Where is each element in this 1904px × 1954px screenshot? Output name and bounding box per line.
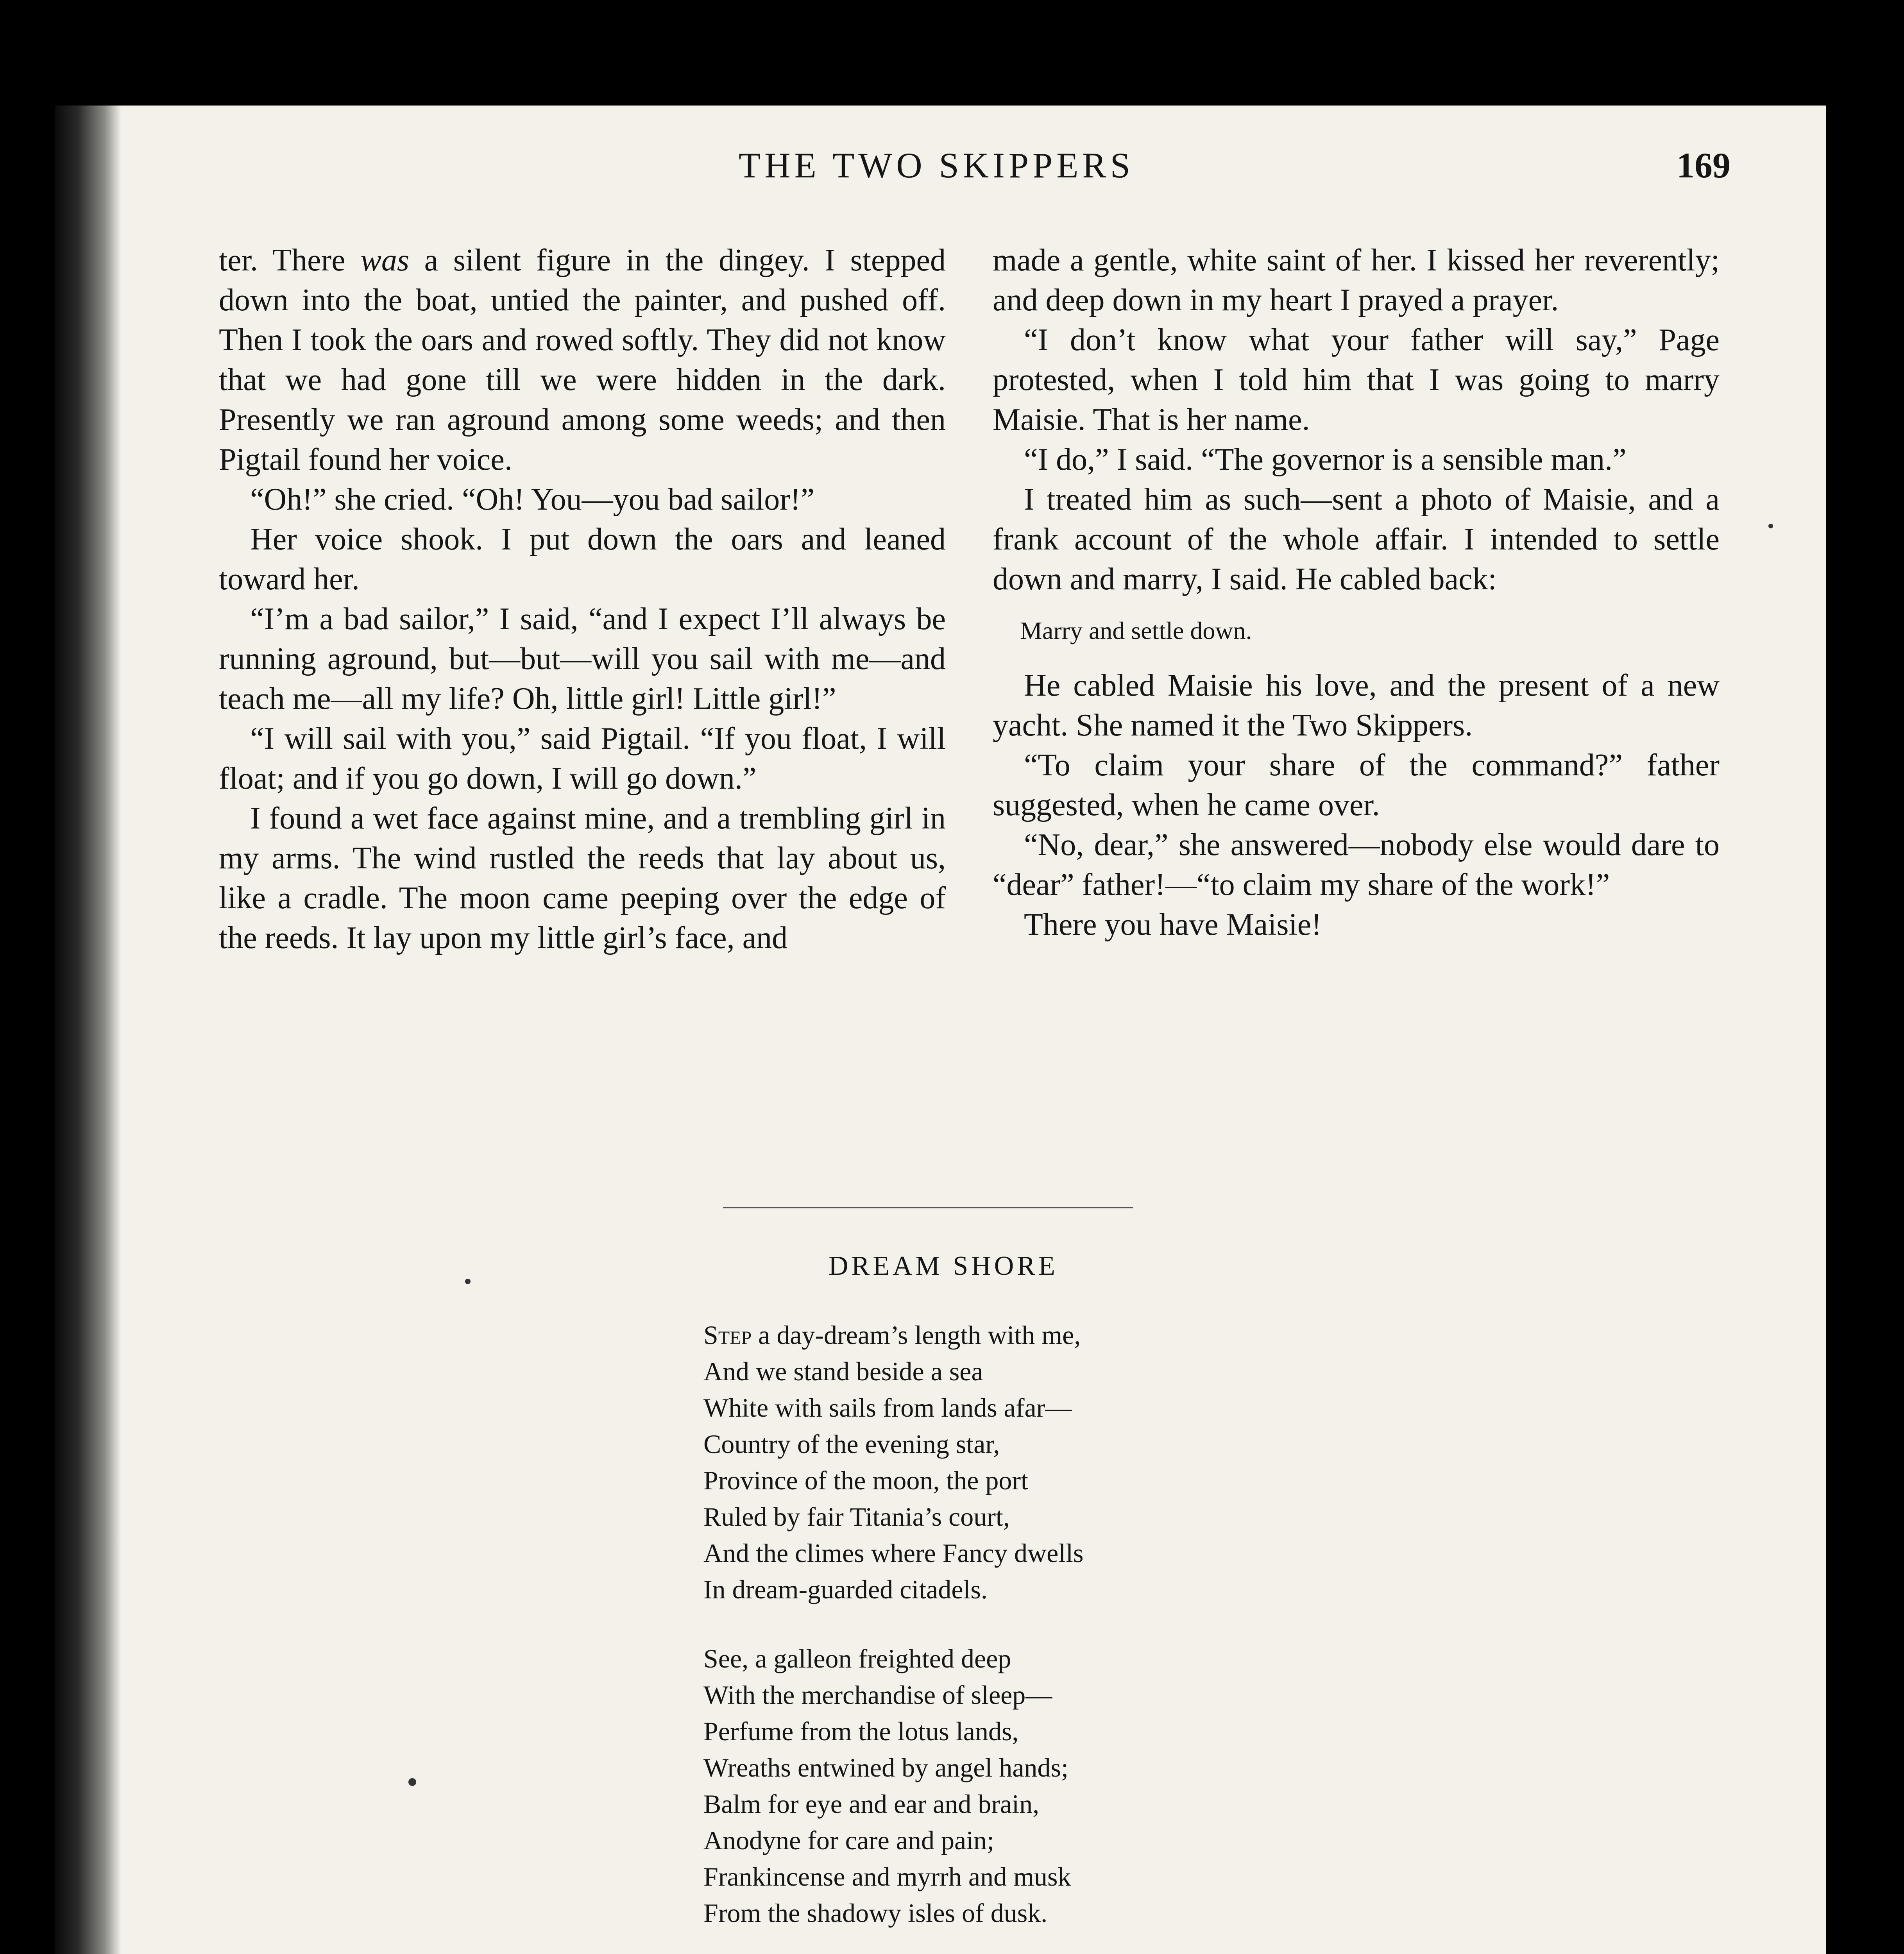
poem-stanza xyxy=(703,1317,1329,1608)
story-paragraph: “Oh!” she cried. “Oh! You—you bad sailor!” xyxy=(250,482,815,517)
story-paragraph: I treated him as such—sent a photo of Maisie, and a frank account of the whole affair. I intended to settle down and marry, I said. He cabled back: xyxy=(993,482,1720,596)
poem-line: In dream-guarded citadels. xyxy=(703,1575,988,1604)
poem-line xyxy=(703,1317,1329,1353)
story-paragraph: Her voice shook. I put down the oars and leaned toward her. xyxy=(219,522,946,596)
story-left-column xyxy=(219,240,946,958)
poem-initial-word: Step xyxy=(703,1320,752,1350)
poem-line: With the merchandise of sleep— xyxy=(703,1680,1052,1710)
poem-body xyxy=(703,1317,1329,1954)
poem-line: Anodyne for care and pain; xyxy=(703,1825,994,1855)
scan-speck xyxy=(465,1279,471,1284)
story-paragraph: I found a wet face against mine, and a trembling girl in my arms. The wind rustled the reeds that lay about us, like a cradle. The moon came peeping over the edge of the reeds. It lay upon my little girl’s face, and xyxy=(219,801,946,955)
scan-speck xyxy=(1768,524,1773,528)
book-spine-shadow xyxy=(55,106,121,1954)
story-paragraph: “To claim your share of the command?” father suggested, when he came over. xyxy=(993,748,1720,822)
poem-line-group xyxy=(703,1353,1329,1608)
story-paragraph: made a gentle, white saint of her. I kissed her reverently; and deep down in my heart I prayed a prayer. xyxy=(993,243,1720,317)
story-right-column xyxy=(993,240,1720,945)
poem-line: Perfume from the lotus lands, xyxy=(703,1716,1019,1746)
poem-line: Balm for eye and ear and brain, xyxy=(703,1789,1040,1819)
story-paragraph: “I’m a bad sailor,” I said, “and I expect I’ll always be running aground, but—but—will you sail with me—and teach me—all my life? Oh, little girl! Little girl!” xyxy=(219,602,946,716)
story-paragraph: ter. There was a silent figure in the dingey. I stepped down into the boat, untied the painter, and pushed off. Then I took the oars and rowed softly. They did not know that we had gone till we were hidden in the dark. Presently we ran aground among some weeds; and then Pigtail found her voice. xyxy=(219,243,946,477)
poem-line: Wreaths entwined by angel hands; xyxy=(703,1753,1068,1782)
poem-line: Frankincense and myrrh and musk xyxy=(703,1862,1071,1891)
cable-message: Marry and settle down. xyxy=(1020,617,1252,644)
poem-line: And we stand beside a sea xyxy=(703,1356,983,1386)
story-paragraph: There you have Maisie! xyxy=(1024,907,1322,942)
running-head: THE TWO SKIPPERS xyxy=(739,145,1134,185)
story-paragraph: “I will sail with you,” said Pigtail. “If you float, I will float; and if you go down, I will go down.” xyxy=(219,721,946,796)
scan-speck xyxy=(408,1778,416,1786)
scanned-page xyxy=(55,106,1826,1954)
page-number: 169 xyxy=(1677,145,1730,185)
poem-line: From the shadowy isles of dusk. xyxy=(703,1898,1048,1928)
poem-line: Province of the moon, the port xyxy=(703,1466,1028,1495)
story-paragraph: “No, dear,” she answered—nobody else would dare to “dear” father!—“to claim my share of the work!” xyxy=(993,828,1720,902)
section-divider xyxy=(723,1207,1133,1208)
poem-line: And the climes where Fancy dwells xyxy=(703,1538,1084,1568)
poem-line-group xyxy=(703,1641,1329,1931)
poem-title: DREAM SHORE xyxy=(829,1251,1058,1281)
poem-line: See, a galleon freighted deep xyxy=(703,1644,1011,1673)
poem-line: Country of the evening star, xyxy=(703,1429,1000,1459)
story-paragraph: He cabled Maisie his love, and the present of a new yacht. She named it the Two Skippers. xyxy=(993,668,1720,743)
poem-stanza xyxy=(703,1641,1329,1931)
poem-line: White with sails from lands afar— xyxy=(703,1393,1072,1423)
story-paragraph: “I do,” I said. “The governor is a sensible man.” xyxy=(1024,442,1627,477)
story-paragraph: “I don’t know what your father will say,” Page protested, when I told him that I was going to marry Maisie. That is her name. xyxy=(993,323,1720,437)
poem-line-rest: a day-dream’s length with me, xyxy=(752,1320,1081,1350)
poem-line: Ruled by fair Titania’s court, xyxy=(703,1502,1010,1532)
